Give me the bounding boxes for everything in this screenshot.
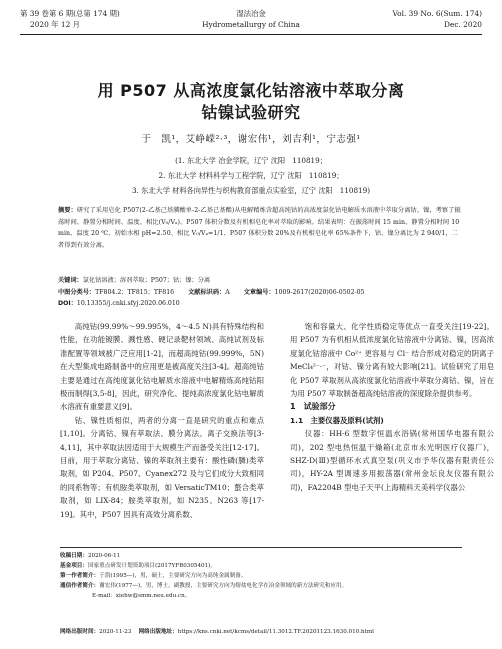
body-paragraph: 钴、镍性质相似，两者的分离一直是研究的重点和难点[1,10]。分离钴、镍有萃取法、膜分离法、离子交换法等[3-4,11]，其中萃取法因适用于大规模生产而备受关注[12-17]。目前，用于萃取分离钴、镍的萃取剂主要有：酸性磷(膦)类萃取剂，如 P204、P507、Cyanex272 及与它们成分大致相同的同系物等；有机胺类萃取剂，如 VersaticTM10；螯合类萃取剂，如 LIX-84；胺类萃取剂，如 N235、N263 等[17-19]。其中，P507 因具有高效分离系数、 xyxy=(60,415,264,519)
doi xyxy=(58,298,462,310)
section-heading: 1 试验部分 xyxy=(290,402,336,412)
journal-name-cn: 湿法冶金 xyxy=(236,9,266,18)
online-publication xyxy=(60,627,462,637)
footnote-funding xyxy=(60,561,462,571)
footnote-corresponding-author xyxy=(60,581,462,591)
title-line-2: 钴镍试验研究 xyxy=(201,103,301,122)
article-metadata xyxy=(58,275,462,310)
volume-issue: 第 39 卷第 6 期(总第 174 期) xyxy=(20,9,120,18)
journal-name-en: Hydrometallurgy of China xyxy=(202,20,300,29)
clc-label: 中图分类号： xyxy=(58,288,96,296)
clc xyxy=(58,287,174,299)
affiliation-2: 2. 东北大学 材料科学与工程学院，辽宁 沈阳 110819； xyxy=(158,171,344,180)
body-paragraph: 仪器：HH-6 型数字恒温水浴锅(常州国华电器有限公司)，202 型电热恒温干燥箱(北京市永光明医疗仪器厂)，SHZ-D(Ⅲ)型循环水式真空泵(巩义市予华仪器有限责任公司)，HY-2A 型调速多用振荡器(常州金坛良友仪器有限公司)，FA2204B 型电子天平(上海精科天美科学仪器公 xyxy=(290,429,494,492)
journal-header xyxy=(20,8,482,35)
online-date-label: 网络出版时间： xyxy=(60,629,100,635)
affiliation-3: 3. 东北大学 材料各向异性与织构教育部重点实验室，辽宁 沈阳 110819) xyxy=(131,186,371,195)
body-paragraph: 饱和容量大、化学性质稳定等优点一直受关注[19-22]。用 P507 为有机相从低浓度氯化钴溶液中分离钴、镍，因高浓度氯化钴溶液中 Co²⁺ 更容易与 Cl⁻ 结合形成对稳定的阴离子 MeCl₄²⁻·⁻，对钴、镍分离有较大影响[21]。试验研究了用皂化 P507 萃取剂从高浓度氯化钴溶液中萃取分离钴、镍，旨在为用 P507 萃取制备超高纯钴溶液的深度除杂提供参考。 xyxy=(290,322,494,399)
footnote-label: 第一作者简介： xyxy=(60,573,100,579)
clc-value: TF804.2；TF815；TF816 xyxy=(95,288,175,296)
footnote-text: 2020-06-11 xyxy=(87,553,121,559)
abstract-text: 研究了采用皂化 P507(2-乙基己基膦酸单-2-乙基己基酯)从电解精炼含超高纯钴的高浓度氯化钴电解质水溶液中萃取分离钴、镍，考察了振荡时间、静置分相时间、温度、相比(V₀/Vₐ)、P507 体积分数及有机相皂化率对萃取的影响。结果表明：在振荡时间 15 min、静置分相时间 10 min、温度 20 ℃、初始水相 pH=2.50、相比 V₀/Vₐ=1/1、P507 体积分数 20%及有机相皂化率 65%条件下，钴、镍分离比为 2 940/1，二者得到有效分离。 xyxy=(58,207,461,249)
body-column-right xyxy=(290,320,494,494)
issue-date-en: Dec. 2020 xyxy=(444,20,482,29)
keywords xyxy=(58,275,462,287)
footnote-label: 通信作者简介： xyxy=(60,583,100,589)
keywords-text: 氯化钴溶液；溶剂萃取；P507；钴；镍；分离 xyxy=(82,277,211,284)
doc-code xyxy=(188,287,230,299)
online-url-label: 网络出版地址： xyxy=(138,629,178,635)
doc-code-label: 文献标识码： xyxy=(188,288,226,296)
article-number-label: 文章编号： xyxy=(243,288,275,296)
header-right xyxy=(392,8,482,30)
abstract xyxy=(58,205,462,251)
doi-value: 10.13355/j.cnki.sfyj.2020.06.010 xyxy=(76,300,180,308)
footnote-text: 国家重点研发计划资助项目(2017YFB0305401)。 xyxy=(87,563,216,569)
classification-row xyxy=(58,287,462,299)
article-number xyxy=(244,287,365,299)
issue-date-cn: 2020 年 12 月 xyxy=(30,20,81,29)
affiliations xyxy=(0,153,502,198)
footnote-first-author xyxy=(60,571,462,581)
footnote-text: 谢宏伟(1977—)，男，博士，副教授，主要研究方向为熔盐电化学在冶金领域的新方法研究和应用。 xyxy=(99,583,348,589)
email-text[interactable]: E-mail：xiehw@smm.neu.edu.cn。 xyxy=(92,593,191,599)
footnote-label: 收稿日期： xyxy=(60,553,88,559)
keywords-label: 关键词： xyxy=(58,277,83,284)
footnote-email xyxy=(60,591,462,601)
article-number-value: 1009-2617(2020)06-0502-05 xyxy=(274,288,365,296)
volume-issue-en: Vol. 39 No. 6(Sum. 174) xyxy=(392,9,482,18)
body-paragraph: 高纯钴(99.99%～99.995%，4～4.5 N)具有特殊结构和性能，在功能镀膜、溅性感、硬记录靶材领域、高纯试剂及标准配置等领域被广泛应用[1-2]，而超高纯钴(99.999%，5N)在大型集成电路制备中的应用更是被高度关注[3-4]。超高纯钴主要是通过在高纯度氯化钴电解质水溶液中电解精炼高纯钴阳极而制得[3,5-8]，因此，研究净化、提纯高浓度氯化钴电解质水溶液有重要意义[9]。 xyxy=(60,322,264,412)
doi-label: DOI： xyxy=(58,300,77,308)
paper-title xyxy=(0,80,502,124)
footnote-text: 于凯(1995—)，男，硕士，主要研究方向为高纯金属制备。 xyxy=(99,573,247,579)
affiliation-1: (1. 东北大学 冶金学院，辽宁 沈阳 110819； xyxy=(175,156,327,165)
author-list: 于 凯¹，艾峥嵘²·³，谢宏伟¹，刘吉利¹，宁志强¹ xyxy=(141,134,361,145)
doc-code-value: A xyxy=(225,288,230,296)
abstract-label: 摘要： xyxy=(58,207,77,214)
body-column-left xyxy=(60,320,264,521)
title-line-1: 用 P507 从高浓度氯化钴溶液中萃取分离 xyxy=(97,81,405,100)
subsection-heading: 1.1 主要仪器及原料(试剂) xyxy=(290,415,384,425)
footnote-label: 基金项目： xyxy=(60,563,88,569)
online-date: 2020-11-23 xyxy=(99,629,132,635)
footnotes xyxy=(60,547,462,601)
footnote-received xyxy=(60,551,462,561)
online-url-link[interactable]: https://kns.cnki.net/kcms/detail/11.3012.TF.20201123.1630.010.html xyxy=(177,629,374,635)
